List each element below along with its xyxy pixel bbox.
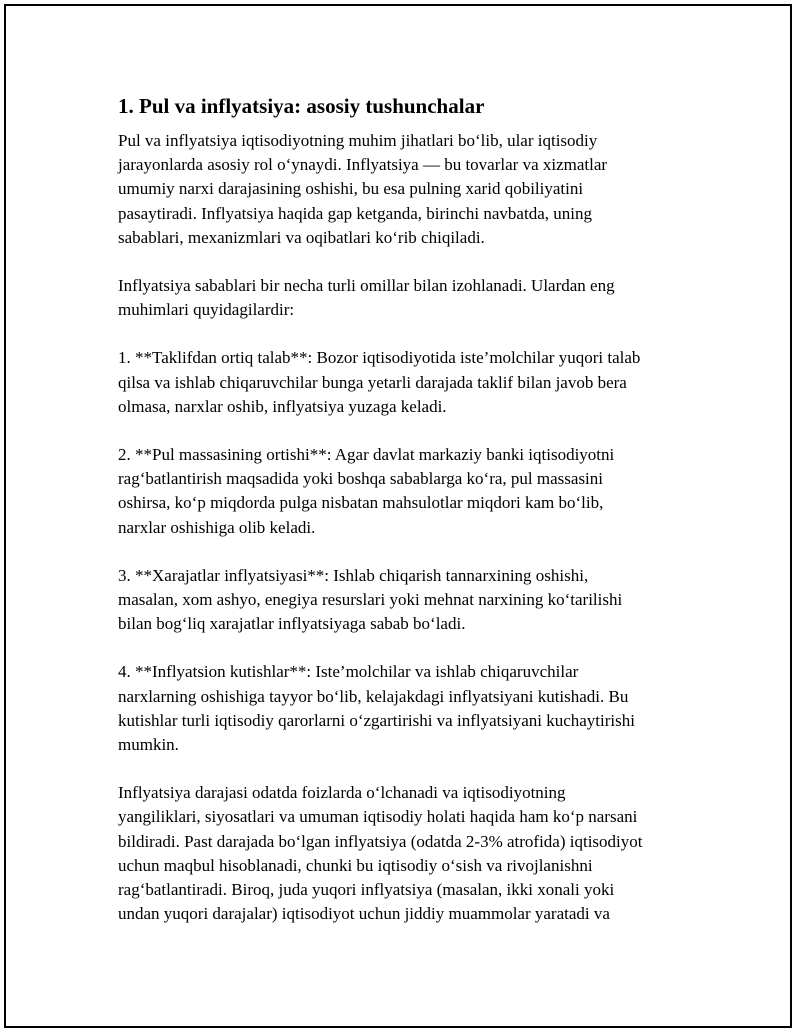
cause-item-4: 4. **Inflyatsion kutishlar**: Iste’molchilar va ishlab chiqaruvchilar narxlarning oshishiga tayyor bo‘lib, kelajakdagi inflyatsiyani kutishadi. Bu kutishlar turli iqtisodiy qarorlarni o‘zgartirishi va inflyatsiyani kuchaytirishi mumkin. (118, 662, 635, 755)
cause-item-3: 3. **Xarajatlar inflyatsiyasi**: Ishlab chiqarish tannarxining oshishi, masalan, xom ashyo, enegiya resurslari yoki mehnat narxining ko‘tarilishi bilan bog‘liq xarajatlar inflyatsiyaga sabab bo‘ladi. (118, 565, 623, 634)
cause-item-2: 2. **Pul massasining ortishi**: Agar davlat markaziy banki iqtisodiyotni rag‘batlantirish maqsadida yoki boshqa sabablarga ko‘ra, pul massasini oshirsa, ko‘p miqdorda pulga nisbatan mahsulotlar miqdori kam bo‘lib, narxlar oshishiga olib keladi. (118, 445, 615, 537)
section-heading: 1. Pul va inflyatsiya: asosiy tushunchalar (118, 94, 485, 118)
inflation-level-paragraph: Inflyatsiya darajasi odatda foizlarda o‘lchanadi va iqtisodiyotning yangiliklari, siyosatlari va umuman iqtisodiy holati haqida ham ko‘p narsani bildiradi. Past darajada bo‘lgan inflyatsiya (odatda 2-3% atrofida) iqtisodiyot uchun maqbul hisoblanadi, chunki bu iqtisodiy o‘sish va rivojlanishni rag‘batlantiradi. Biroq, juda yuqori inflyatsiya (masalan, ikki xonali yoki undan yuqori darajalar) iqtisodiyot uchun jiddiy muammolar yaratadi va (118, 783, 643, 924)
document-body (118, 92, 693, 950)
cause-item-1: 1. **Taklifdan ortiq talab**: Bozor iqtisodiyotida iste’molchilar yuqori talab qilsa va ishlab chiqaruvchilar bunga yetarli darajada taklif bilan javob bera olmasa, narxlar oshib, inflyatsiya yuzaga keladi. (118, 348, 641, 416)
intro-paragraph: Pul va inflyatsiya iqtisodiyotning muhim jihatlari bo‘lib, ular iqtisodiy jarayonlarda asosiy rol o‘ynaydi. Inflyatsiya — bu tovarlar va xizmatlar umumiy narxi darajasining oshishi, bu esa pulning xarid qobiliyatini pasaytiradi. Inflyatsiya haqida gap ketganda, birinchi navbatda, uning sabablari, mexanizmlari va oqibatlari ko‘rib chiqiladi. (118, 131, 608, 247)
causes-intro-paragraph: Inflyatsiya sabablari bir necha turli omillar bilan izohlanadi. Ulardan eng muhimlari quyidagilardir: (118, 276, 615, 320)
